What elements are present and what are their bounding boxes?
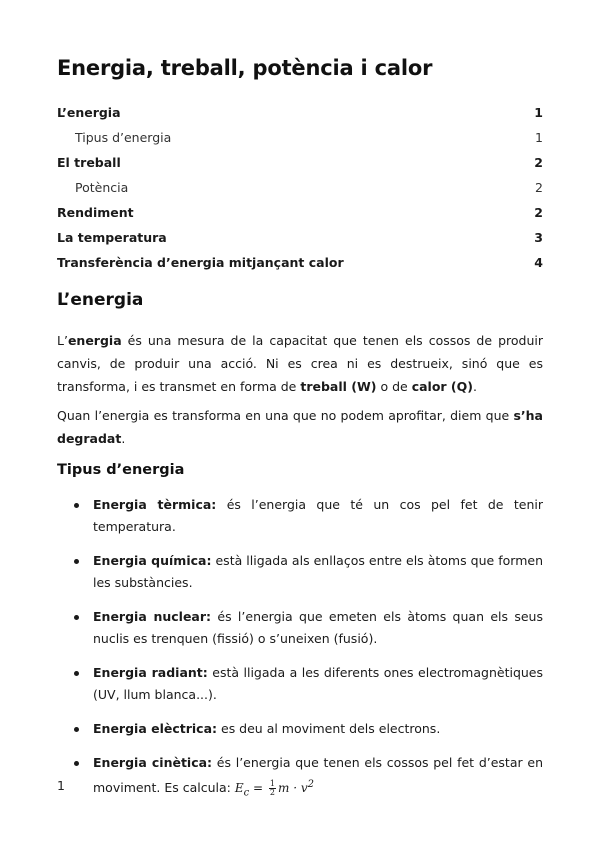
- text-run: Quan l’energia es transforma en una que no podem aprofitar, diem que: [57, 408, 514, 423]
- text-run: és una mesura de la capacitat que tenen els cossos de produir canvis, de produir una acció. Ni es crea ni es destrueix, sinó que es transforma, i es transmet en forma de: [57, 333, 543, 394]
- list-item-term: Energia nuclear:: [93, 609, 212, 624]
- list-item: [57, 550, 543, 594]
- formula-equals: =: [249, 781, 267, 795]
- bullet-icon: [74, 671, 79, 676]
- text-run: L’: [57, 333, 68, 348]
- body-paragraph: [57, 329, 543, 398]
- formula-exponent: 2: [307, 779, 314, 790]
- list-item-term: Energia elèctrica:: [93, 721, 218, 736]
- toc-entry-label: El treball: [57, 155, 121, 170]
- bold-term: s’ha degradat: [57, 408, 543, 446]
- list-item-text: és l’energia que emeten els àtoms quan els seus nuclis es trenquen (fissió) o s’uneixen (fusió).: [93, 609, 543, 646]
- bold-term: treball (W): [300, 379, 377, 394]
- list-item: [57, 494, 543, 538]
- document-title: Energia, treball, potència i calor: [57, 56, 433, 80]
- bullet-icon: [74, 615, 79, 620]
- list-item-term: Energia radiant:: [93, 665, 208, 680]
- toc-entry-label: Transferència d’energia mitjançant calor: [57, 255, 344, 270]
- bullet-icon: [74, 727, 79, 732]
- toc-entry-label: Tipus d’energia: [75, 130, 172, 145]
- toc-entry-page: 1: [534, 105, 543, 120]
- formula-rhs: m · v: [278, 781, 308, 795]
- page-number: 1: [57, 778, 65, 793]
- formula-fraction: [269, 780, 276, 797]
- bullet-icon: [74, 761, 79, 766]
- toc-entry-label: L’energia: [57, 105, 121, 120]
- text-run: .: [473, 379, 477, 394]
- toc-entry[interactable]: [57, 225, 543, 250]
- toc-entry-page: 3: [534, 230, 543, 245]
- toc-entry-label: Potència: [75, 180, 129, 195]
- toc-entry[interactable]: [57, 200, 543, 225]
- toc-entry-page: 2: [535, 180, 543, 195]
- toc-entry-page: 4: [534, 255, 543, 270]
- toc-entry-page: 2: [534, 205, 543, 220]
- formula-lhs-subscript: c: [243, 787, 250, 799]
- list-item: [57, 752, 543, 804]
- list-item-text: està lligada als enllaços entre els àtoms que formen les substàncies.: [93, 553, 543, 590]
- list-item-text: es deu al moviment dels electrons.: [217, 721, 441, 736]
- toc-entry[interactable]: [57, 150, 543, 175]
- toc-entry[interactable]: [57, 175, 543, 200]
- list-item: [57, 606, 543, 650]
- subsection-heading: Tipus d’energia: [57, 462, 185, 478]
- list-item: [57, 662, 543, 706]
- list-item-text: és l’energia que tenen els cossos pel fet d’estar en moviment. Es calcula:: [93, 755, 543, 795]
- list-item: [57, 718, 543, 740]
- toc-entry-page: 1: [535, 130, 543, 145]
- formula-lhs: E: [234, 781, 244, 795]
- section-heading: L’energia: [57, 290, 144, 310]
- energy-types-list: [57, 494, 543, 816]
- toc-entry-label: Rendiment: [57, 205, 134, 220]
- toc-entry[interactable]: [57, 125, 543, 150]
- body-paragraph: [57, 404, 543, 450]
- toc-entry-page: 2: [534, 155, 543, 170]
- bold-term: calor (Q): [411, 379, 473, 394]
- toc-entry-label: La temperatura: [57, 230, 167, 245]
- bullet-icon: [74, 559, 79, 564]
- table-of-contents: [57, 100, 543, 275]
- toc-entry[interactable]: [57, 100, 543, 125]
- list-item-term: Energia química:: [93, 553, 212, 568]
- toc-entry[interactable]: [57, 250, 543, 275]
- bold-term: energia: [67, 333, 122, 348]
- text-run: .: [121, 431, 126, 446]
- fraction-denominator: 2: [269, 788, 275, 797]
- list-item-term: Energia cinètica:: [93, 755, 213, 770]
- list-item-text: és l’energia que té un cos pel fet de tenir temperatura.: [93, 497, 544, 534]
- kinetic-energy-formula: [234, 779, 314, 799]
- text-run: o de: [376, 379, 412, 394]
- list-item-term: Energia tèrmica:: [93, 497, 217, 512]
- bullet-icon: [74, 503, 79, 508]
- list-item-text: està lligada a les diferents ones electromagnètiques (UV, llum blanca...).: [93, 665, 544, 702]
- fraction-numerator: 1: [269, 779, 275, 788]
